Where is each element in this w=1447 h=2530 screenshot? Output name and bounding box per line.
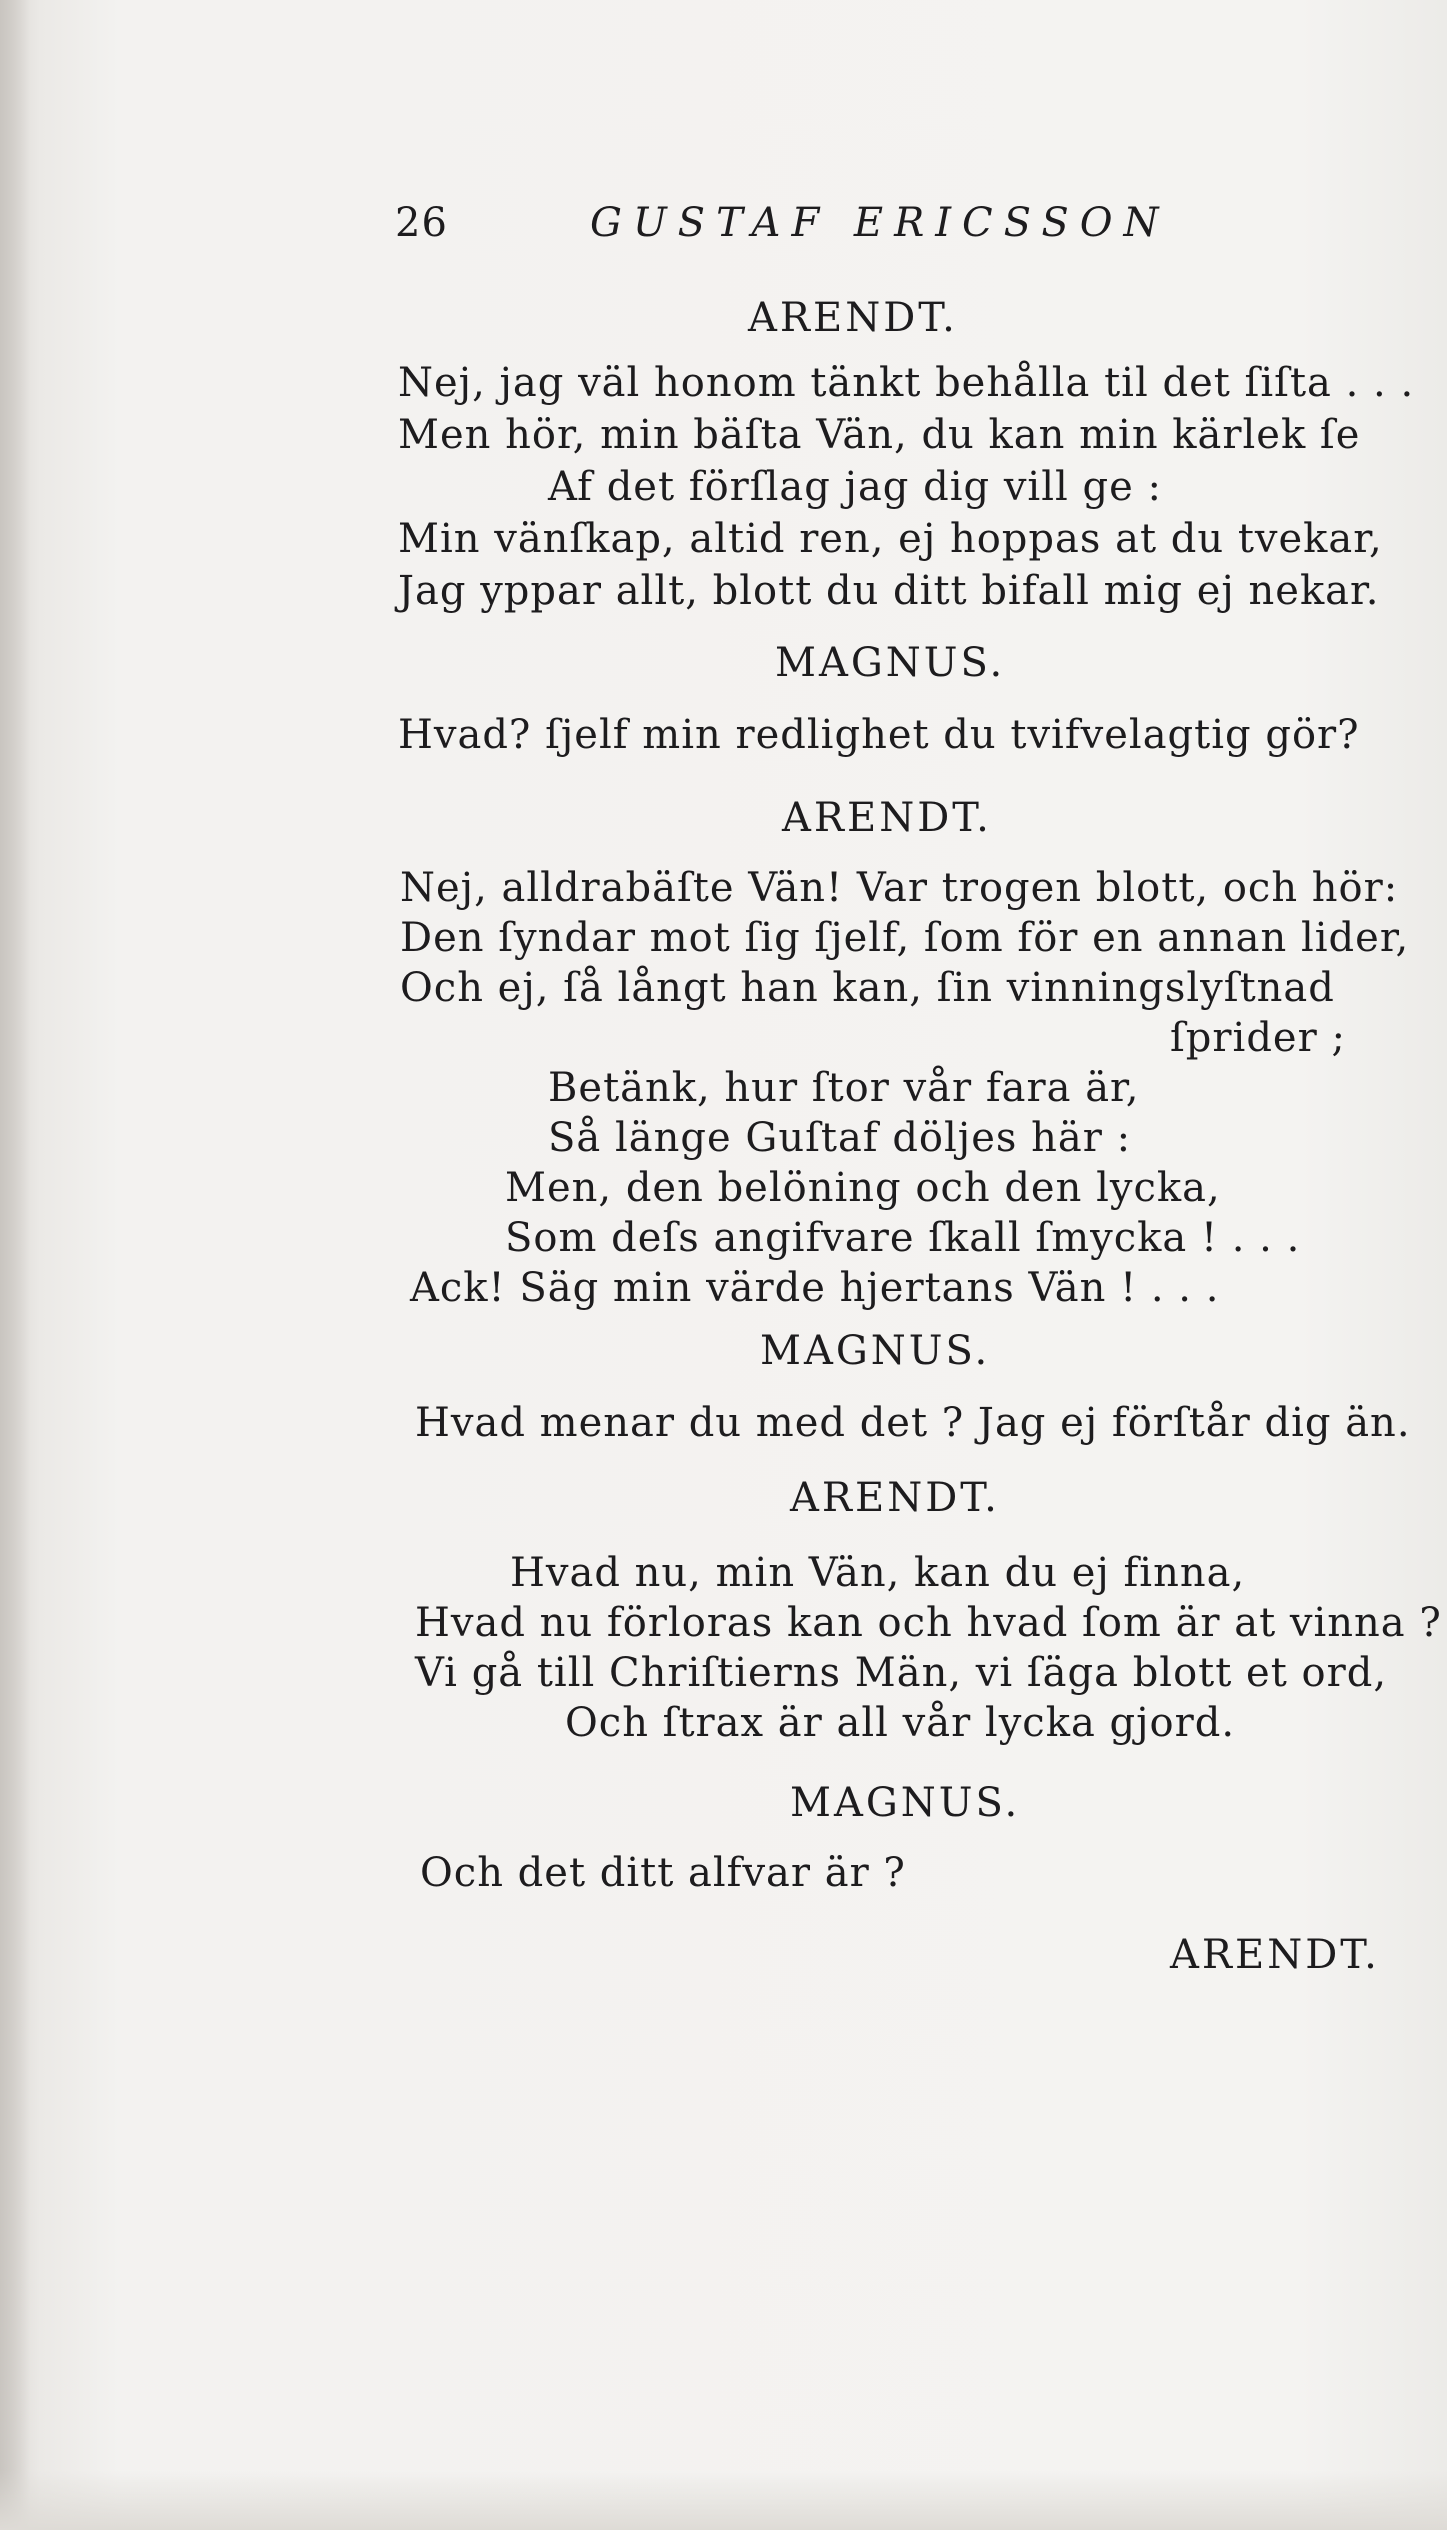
verse-line: Och ej, ſå långt han kan, ſin vinningslyſtnad: [400, 965, 1335, 1011]
verse-line: Af det förſlag jag dig vill ge :: [548, 464, 1162, 510]
verse-line: Hvad menar du med det ? Jag ej förſtår dig än.: [415, 1400, 1411, 1446]
verse-line: Jag yppar allt, blott du ditt bifall mig ej nekar.: [398, 568, 1380, 614]
speaker-magnus: MAGNUS.: [775, 640, 1006, 686]
verse-line: Hvad? ſjelf min redlighet du tvifvelagtig gör?: [398, 712, 1360, 758]
speaker-magnus: MAGNUS.: [790, 1780, 1021, 1826]
verse-line: Nej, alldrabäſte Vän! Var trogen blott, och hör:: [400, 865, 1399, 911]
verse-line: Vi gå till Chriſtierns Män, vi ſäga blott et ord,: [415, 1650, 1388, 1696]
page-number: 26: [395, 200, 448, 246]
verse-line: Så länge Guſtaf döljes här :: [548, 1115, 1132, 1161]
verse-line: Men, den belöning och den lycka,: [505, 1165, 1221, 1211]
verse-line: Min vänſkap, altid ren, ej hoppas at du tvekar,: [398, 516, 1383, 562]
verse-line: Hvad nu, min Vän, kan du ej finna,: [510, 1550, 1246, 1596]
verse-line: Den ſyndar mot ſig ſjelf, ſom för en annan lider,: [400, 915, 1410, 961]
verse-line: ſprider ;: [1170, 1015, 1346, 1061]
page-edge-shadow: [0, 0, 30, 2530]
catchword: ARENDT.: [1170, 1932, 1380, 1978]
page-bottom-edge: [0, 2470, 1447, 2530]
verse-line: Nej, jag väl honom tänkt behålla til det ſiſta . . .: [398, 360, 1415, 406]
speaker-arendt: ARENDT.: [748, 295, 958, 341]
page-header: [395, 200, 1215, 260]
speaker-arendt: ARENDT.: [790, 1475, 1000, 1521]
verse-line: Ack! Säg min värde hjertans Vän ! . . .: [410, 1265, 1220, 1311]
speaker-arendt: ARENDT.: [782, 795, 992, 841]
speaker-magnus: MAGNUS.: [760, 1328, 991, 1374]
running-title: GUSTAF ERICSSON: [590, 200, 1170, 246]
verse-line: Hvad nu förloras kan och hvad ſom är at vinna ?: [415, 1600, 1442, 1646]
verse-line: Som deſs angifvare ſkall ſmycka ! . . .: [505, 1215, 1301, 1261]
verse-line: Och ſtrax är all vår lycka gjord.: [565, 1700, 1236, 1746]
verse-line: Och det ditt alfvar är ?: [420, 1850, 906, 1896]
verse-line: Men hör, min bäſta Vän, du kan min kärlek ſe: [398, 412, 1361, 458]
verse-line: Betänk, hur ſtor vår fara är,: [548, 1065, 1140, 1111]
